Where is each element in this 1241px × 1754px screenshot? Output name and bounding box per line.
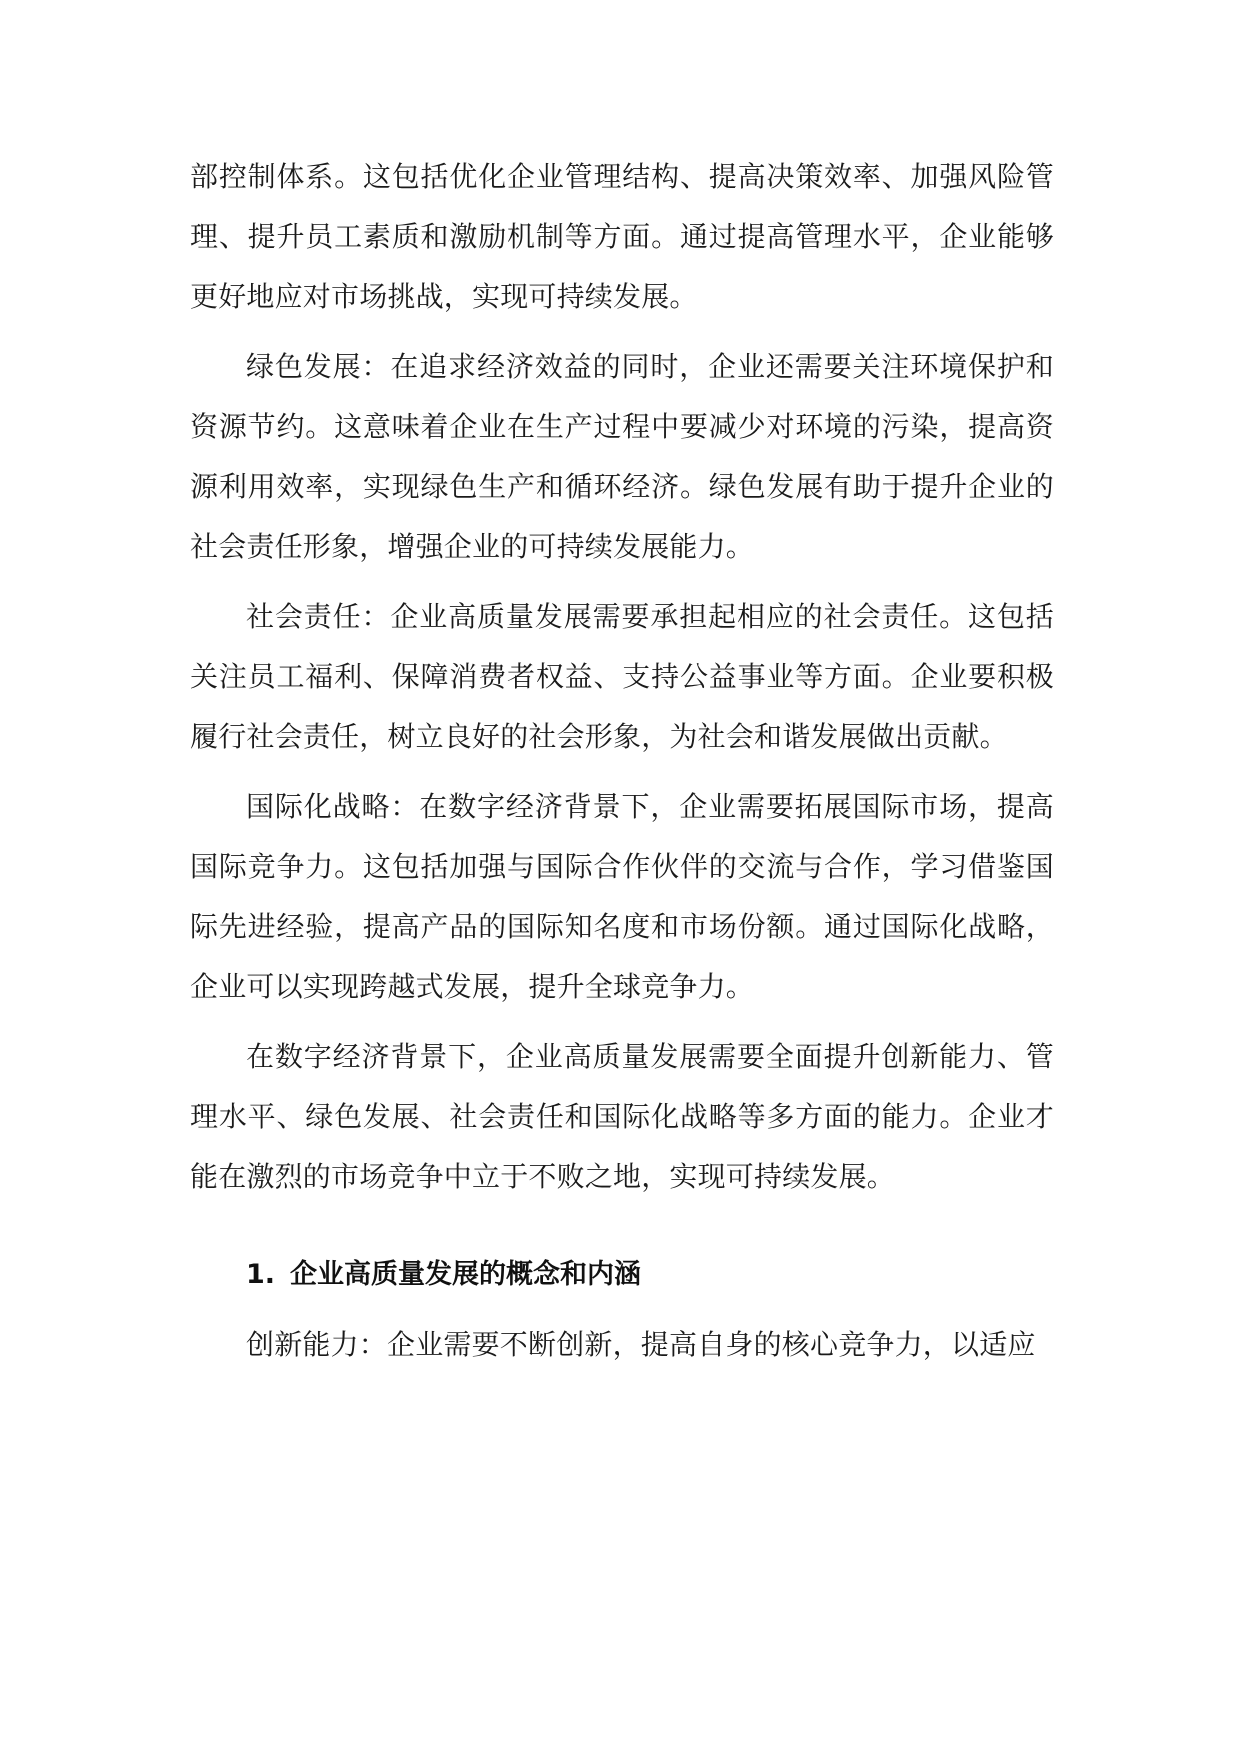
- paragraph-management-continued: 部控制体系。这包括优化企业管理结构、提高决策效率、加强风险管理、提升员工素质和激励机制等方面。通过提高管理水平，企业能够更好地应对市场挑战，实现可持续发展。: [190, 160, 1054, 313]
- section-title: 企业高质量发展的概念和内涵: [290, 1259, 641, 1290]
- paragraph-innovation: 创新能力：企业需要不断创新，提高自身的核心竞争力，以适应: [246, 1328, 1036, 1361]
- paragraph-internationalization: 国际化战略：在数字经济背景下，企业需要拓展国际市场，提高国际竞争力。这包括加强与国际合作伙伴的交流与合作，学习借鉴国际先进经验，提高产品的国际知名度和市场份额。通过国际化战略，企业可以实现跨越式发展，提升全球竞争力。: [190, 790, 1054, 1003]
- body-text: [190, 147, 1054, 1385]
- paragraph-social-responsibility: 社会责任：企业高质量发展需要承担起相应的社会责任。这包括关注员工福利、保障消费者权益、支持公益事业等方面。企业要积极履行社会责任，树立良好的社会形象，为社会和谐发展做出贡献。: [190, 600, 1054, 753]
- section-number: 1.: [246, 1259, 276, 1290]
- paragraph-green-development: 绿色发展：在追求经济效益的同时，企业还需要关注环境保护和资源节约。这意味着企业在生产过程中要减少对环境的污染，提高资源利用效率，实现绿色生产和循环经济。绿色发展有助于提升企业的社会责任形象，增强企业的可持续发展能力。: [190, 350, 1054, 563]
- paragraph-summary: 在数字经济背景下，企业高质量发展需要全面提升创新能力、管理水平、绿色发展、社会责任和国际化战略等多方面的能力。企业才能在激烈的市场竞争中立于不败之地，实现可持续发展。: [190, 1040, 1054, 1193]
- section-heading: [246, 1245, 1054, 1305]
